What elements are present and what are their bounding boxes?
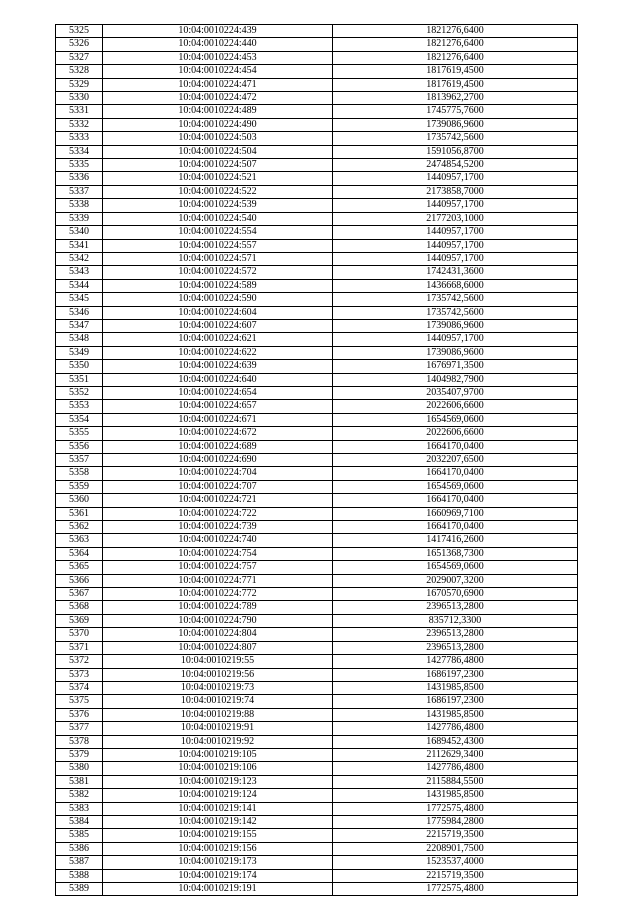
value-cell: 2022606,6600 (333, 427, 578, 440)
value-cell: 1664170,0400 (333, 467, 578, 480)
row-number-cell: 5326 (56, 38, 103, 51)
table-row (56, 561, 578, 574)
cadastral-number-cell: 10:04:0010224:704 (103, 467, 333, 480)
cadastral-number-cell: 10:04:0010219:173 (103, 856, 333, 869)
table-row (56, 172, 578, 185)
table-row (56, 614, 578, 627)
cadastral-number-cell: 10:04:0010224:739 (103, 521, 333, 534)
cadastral-number-cell: 10:04:0010219:106 (103, 762, 333, 775)
cadastral-number-cell: 10:04:0010224:507 (103, 159, 333, 172)
row-number-cell: 5346 (56, 306, 103, 319)
row-number-cell: 5370 (56, 628, 103, 641)
cadastral-number-cell: 10:04:0010219:124 (103, 789, 333, 802)
table-row (56, 681, 578, 694)
cadastral-number-cell: 10:04:0010224:522 (103, 185, 333, 198)
cadastral-number-cell: 10:04:0010224:690 (103, 454, 333, 467)
row-number-cell: 5354 (56, 413, 103, 426)
cadastral-number-cell: 10:04:0010224:589 (103, 279, 333, 292)
value-cell: 1591056,8700 (333, 145, 578, 158)
table-row (56, 815, 578, 828)
value-cell: 1431985,8500 (333, 681, 578, 694)
value-cell: 1523537,4000 (333, 856, 578, 869)
row-number-cell: 5348 (56, 333, 103, 346)
row-number-cell: 5378 (56, 735, 103, 748)
cadastral-number-cell: 10:04:0010224:790 (103, 614, 333, 627)
table-row (56, 628, 578, 641)
table-row (56, 319, 578, 332)
row-number-cell: 5367 (56, 588, 103, 601)
row-number-cell: 5388 (56, 869, 103, 882)
row-number-cell: 5376 (56, 708, 103, 721)
table-row (56, 454, 578, 467)
table-body (56, 25, 578, 896)
table-row (56, 641, 578, 654)
table-row (56, 722, 578, 735)
value-cell: 1689452,4300 (333, 735, 578, 748)
row-number-cell: 5373 (56, 668, 103, 681)
value-cell: 1817619,4500 (333, 65, 578, 78)
value-cell: 1821276,6400 (333, 38, 578, 51)
table-row (56, 695, 578, 708)
table-row (56, 400, 578, 413)
table-row (56, 856, 578, 869)
cadastral-number-cell: 10:04:0010224:454 (103, 65, 333, 78)
table-row (56, 507, 578, 520)
table-row (56, 373, 578, 386)
value-cell: 2022606,6600 (333, 400, 578, 413)
row-number-cell: 5337 (56, 185, 103, 198)
value-cell: 1436668,6000 (333, 279, 578, 292)
row-number-cell: 5371 (56, 641, 103, 654)
cadastral-number-cell: 10:04:0010219:123 (103, 775, 333, 788)
value-cell: 2032207,6500 (333, 454, 578, 467)
row-number-cell: 5343 (56, 266, 103, 279)
table-row (56, 118, 578, 131)
cadastral-number-cell: 10:04:0010224:804 (103, 628, 333, 641)
table-row (56, 655, 578, 668)
row-number-cell: 5389 (56, 883, 103, 896)
row-number-cell: 5357 (56, 454, 103, 467)
cadastral-number-cell: 10:04:0010224:657 (103, 400, 333, 413)
cadastral-number-cell: 10:04:0010224:572 (103, 266, 333, 279)
row-number-cell: 5377 (56, 722, 103, 735)
cadastral-number-cell: 10:04:0010224:789 (103, 601, 333, 614)
table-row (56, 883, 578, 896)
cadastral-number-cell: 10:04:0010224:503 (103, 132, 333, 145)
row-number-cell: 5368 (56, 601, 103, 614)
table-row (56, 829, 578, 842)
cadastral-number-cell: 10:04:0010224:571 (103, 252, 333, 265)
value-cell: 1440957,1700 (333, 333, 578, 346)
cadastral-number-cell: 10:04:0010224:754 (103, 547, 333, 560)
row-number-cell: 5329 (56, 78, 103, 91)
value-cell: 2208901,7500 (333, 842, 578, 855)
value-cell: 1427786,4800 (333, 655, 578, 668)
value-cell: 835712,3300 (333, 614, 578, 627)
value-cell: 2112629,3400 (333, 748, 578, 761)
value-cell: 2215719,3500 (333, 829, 578, 842)
row-number-cell: 5340 (56, 226, 103, 239)
value-cell: 2173858,7000 (333, 185, 578, 198)
row-number-cell: 5365 (56, 561, 103, 574)
row-number-cell: 5359 (56, 480, 103, 493)
value-cell: 1772575,4800 (333, 802, 578, 815)
value-cell: 1654569,0600 (333, 480, 578, 493)
row-number-cell: 5342 (56, 252, 103, 265)
row-number-cell: 5332 (56, 118, 103, 131)
value-cell: 1440957,1700 (333, 172, 578, 185)
row-number-cell: 5385 (56, 829, 103, 842)
cadastral-number-cell: 10:04:0010219:141 (103, 802, 333, 815)
cadastral-number-cell: 10:04:0010224:439 (103, 25, 333, 38)
value-cell: 1735742,5600 (333, 293, 578, 306)
value-cell: 1660969,7100 (333, 507, 578, 520)
cadastral-number-cell: 10:04:0010224:490 (103, 118, 333, 131)
row-number-cell: 5386 (56, 842, 103, 855)
value-cell: 1670570,6900 (333, 588, 578, 601)
table-row (56, 306, 578, 319)
row-number-cell: 5335 (56, 159, 103, 172)
row-number-cell: 5350 (56, 360, 103, 373)
table-row (56, 252, 578, 265)
table-row (56, 869, 578, 882)
row-number-cell: 5382 (56, 789, 103, 802)
value-cell: 2115884,5500 (333, 775, 578, 788)
value-cell: 1427786,4800 (333, 722, 578, 735)
cadastral-number-cell: 10:04:0010224:540 (103, 212, 333, 225)
cadastral-number-cell: 10:04:0010219:56 (103, 668, 333, 681)
row-number-cell: 5384 (56, 815, 103, 828)
row-number-cell: 5333 (56, 132, 103, 145)
row-number-cell: 5334 (56, 145, 103, 158)
table-row (56, 775, 578, 788)
row-number-cell: 5360 (56, 494, 103, 507)
value-cell: 1739086,9600 (333, 319, 578, 332)
table-row (56, 293, 578, 306)
cadastral-number-cell: 10:04:0010224:472 (103, 92, 333, 105)
table-row (56, 212, 578, 225)
row-number-cell: 5380 (56, 762, 103, 775)
cadastral-number-cell: 10:04:0010224:557 (103, 239, 333, 252)
cadastral-number-cell: 10:04:0010224:554 (103, 226, 333, 239)
cadastral-number-cell: 10:04:0010224:521 (103, 172, 333, 185)
value-cell: 1742431,3600 (333, 266, 578, 279)
value-cell: 1745775,7600 (333, 105, 578, 118)
cadastral-number-cell: 10:04:0010224:607 (103, 319, 333, 332)
value-cell: 1739086,9600 (333, 346, 578, 359)
cadastral-number-cell: 10:04:0010224:639 (103, 360, 333, 373)
value-cell: 1686197,2300 (333, 695, 578, 708)
row-number-cell: 5331 (56, 105, 103, 118)
row-number-cell: 5345 (56, 293, 103, 306)
table-row (56, 440, 578, 453)
cadastral-number-cell: 10:04:0010219:155 (103, 829, 333, 842)
row-number-cell: 5356 (56, 440, 103, 453)
row-number-cell: 5336 (56, 172, 103, 185)
cadastral-number-cell: 10:04:0010224:671 (103, 413, 333, 426)
row-number-cell: 5338 (56, 199, 103, 212)
value-cell: 1664170,0400 (333, 521, 578, 534)
table-row (56, 132, 578, 145)
row-number-cell: 5369 (56, 614, 103, 627)
value-cell: 1821276,6400 (333, 25, 578, 38)
cadastral-number-cell: 10:04:0010224:689 (103, 440, 333, 453)
table-row (56, 748, 578, 761)
cadastral-number-cell: 10:04:0010224:622 (103, 346, 333, 359)
table-row (56, 105, 578, 118)
row-number-cell: 5330 (56, 92, 103, 105)
row-number-cell: 5344 (56, 279, 103, 292)
table-row (56, 588, 578, 601)
value-cell: 1821276,6400 (333, 51, 578, 64)
table-row (56, 467, 578, 480)
cadastral-number-cell: 10:04:0010219:92 (103, 735, 333, 748)
value-cell: 1686197,2300 (333, 668, 578, 681)
cadastral-number-cell: 10:04:0010224:489 (103, 105, 333, 118)
cadastral-number-cell: 10:04:0010224:590 (103, 293, 333, 306)
cadastral-number-cell: 10:04:0010224:440 (103, 38, 333, 51)
value-cell: 1651368,7300 (333, 547, 578, 560)
cadastral-number-cell: 10:04:0010224:539 (103, 199, 333, 212)
cadastral-number-cell: 10:04:0010224:504 (103, 145, 333, 158)
value-cell: 1440957,1700 (333, 226, 578, 239)
cadastral-number-cell: 10:04:0010224:807 (103, 641, 333, 654)
value-cell: 1654569,0600 (333, 413, 578, 426)
value-cell: 2474854,5200 (333, 159, 578, 172)
value-cell: 1735742,5600 (333, 306, 578, 319)
table-row (56, 789, 578, 802)
table-row (56, 601, 578, 614)
cadastral-number-cell: 10:04:0010219:55 (103, 655, 333, 668)
table-row (56, 521, 578, 534)
value-cell: 1440957,1700 (333, 252, 578, 265)
table-row (56, 239, 578, 252)
row-number-cell: 5372 (56, 655, 103, 668)
table-row (56, 708, 578, 721)
value-cell: 1431985,8500 (333, 789, 578, 802)
table-row (56, 226, 578, 239)
table-row (56, 762, 578, 775)
row-number-cell: 5364 (56, 547, 103, 560)
table-row (56, 65, 578, 78)
value-cell: 2396513,2800 (333, 628, 578, 641)
row-number-cell: 5361 (56, 507, 103, 520)
table-row (56, 346, 578, 359)
table-row (56, 51, 578, 64)
value-cell: 1431985,8500 (333, 708, 578, 721)
row-number-cell: 5349 (56, 346, 103, 359)
table-row (56, 185, 578, 198)
value-cell: 1664170,0400 (333, 440, 578, 453)
cadastral-number-cell: 10:04:0010224:757 (103, 561, 333, 574)
value-cell: 1775984,2800 (333, 815, 578, 828)
row-number-cell: 5379 (56, 748, 103, 761)
cadastral-number-cell: 10:04:0010224:604 (103, 306, 333, 319)
table-row (56, 842, 578, 855)
cadastral-number-cell: 10:04:0010219:88 (103, 708, 333, 721)
value-cell: 1735742,5600 (333, 132, 578, 145)
value-cell: 1817619,4500 (333, 78, 578, 91)
table-row (56, 534, 578, 547)
table-row (56, 78, 578, 91)
cadastral-number-cell: 10:04:0010224:453 (103, 51, 333, 64)
row-number-cell: 5358 (56, 467, 103, 480)
table-row (56, 494, 578, 507)
value-cell: 1404982,7900 (333, 373, 578, 386)
row-number-cell: 5383 (56, 802, 103, 815)
table-row (56, 38, 578, 51)
value-cell: 2177203,1000 (333, 212, 578, 225)
table-row (56, 802, 578, 815)
table-row (56, 413, 578, 426)
value-cell: 2035407,9700 (333, 386, 578, 399)
value-cell: 1440957,1700 (333, 239, 578, 252)
cadastral-number-cell: 10:04:0010219:73 (103, 681, 333, 694)
cadastral-number-cell: 10:04:0010219:105 (103, 748, 333, 761)
table-row (56, 199, 578, 212)
value-cell: 1813962,2700 (333, 92, 578, 105)
data-table (55, 24, 578, 896)
row-number-cell: 5363 (56, 534, 103, 547)
row-number-cell: 5375 (56, 695, 103, 708)
cadastral-number-cell: 10:04:0010219:156 (103, 842, 333, 855)
row-number-cell: 5339 (56, 212, 103, 225)
cadastral-number-cell: 10:04:0010224:640 (103, 373, 333, 386)
table-row (56, 480, 578, 493)
cadastral-number-cell: 10:04:0010224:772 (103, 588, 333, 601)
table-row (56, 159, 578, 172)
table-row (56, 279, 578, 292)
table-row (56, 266, 578, 279)
value-cell: 1654569,0600 (333, 561, 578, 574)
row-number-cell: 5341 (56, 239, 103, 252)
table-row (56, 574, 578, 587)
row-number-cell: 5381 (56, 775, 103, 788)
row-number-cell: 5352 (56, 386, 103, 399)
row-number-cell: 5325 (56, 25, 103, 38)
row-number-cell: 5328 (56, 65, 103, 78)
value-cell: 1427786,4800 (333, 762, 578, 775)
table-row (56, 668, 578, 681)
cadastral-number-cell: 10:04:0010224:471 (103, 78, 333, 91)
value-cell: 1440957,1700 (333, 199, 578, 212)
cadastral-number-cell: 10:04:0010224:621 (103, 333, 333, 346)
cadastral-number-cell: 10:04:0010224:672 (103, 427, 333, 440)
value-cell: 1772575,4800 (333, 883, 578, 896)
cadastral-number-cell: 10:04:0010224:707 (103, 480, 333, 493)
value-cell: 1739086,9600 (333, 118, 578, 131)
table-row (56, 92, 578, 105)
value-cell: 2215719,3500 (333, 869, 578, 882)
cadastral-number-cell: 10:04:0010224:740 (103, 534, 333, 547)
cadastral-number-cell: 10:04:0010219:174 (103, 869, 333, 882)
cadastral-number-cell: 10:04:0010224:722 (103, 507, 333, 520)
row-number-cell: 5387 (56, 856, 103, 869)
cadastral-number-cell: 10:04:0010224:721 (103, 494, 333, 507)
table-row (56, 735, 578, 748)
row-number-cell: 5347 (56, 319, 103, 332)
cadastral-number-cell: 10:04:0010219:74 (103, 695, 333, 708)
row-number-cell: 5327 (56, 51, 103, 64)
table-row (56, 360, 578, 373)
row-number-cell: 5353 (56, 400, 103, 413)
table-row (56, 547, 578, 560)
value-cell: 1676971,3500 (333, 360, 578, 373)
value-cell: 2396513,2800 (333, 641, 578, 654)
table-row (56, 25, 578, 38)
table-row (56, 427, 578, 440)
cadastral-number-cell: 10:04:0010219:142 (103, 815, 333, 828)
row-number-cell: 5362 (56, 521, 103, 534)
value-cell: 1417416,2600 (333, 534, 578, 547)
table-row (56, 145, 578, 158)
table-row (56, 386, 578, 399)
table-row (56, 333, 578, 346)
cadastral-number-cell: 10:04:0010219:91 (103, 722, 333, 735)
value-cell: 1664170,0400 (333, 494, 578, 507)
cadastral-number-cell: 10:04:0010224:654 (103, 386, 333, 399)
row-number-cell: 5355 (56, 427, 103, 440)
row-number-cell: 5366 (56, 574, 103, 587)
value-cell: 2396513,2800 (333, 601, 578, 614)
cadastral-number-cell: 10:04:0010224:771 (103, 574, 333, 587)
row-number-cell: 5351 (56, 373, 103, 386)
cadastral-number-cell: 10:04:0010219:191 (103, 883, 333, 896)
value-cell: 2029007,3200 (333, 574, 578, 587)
row-number-cell: 5374 (56, 681, 103, 694)
